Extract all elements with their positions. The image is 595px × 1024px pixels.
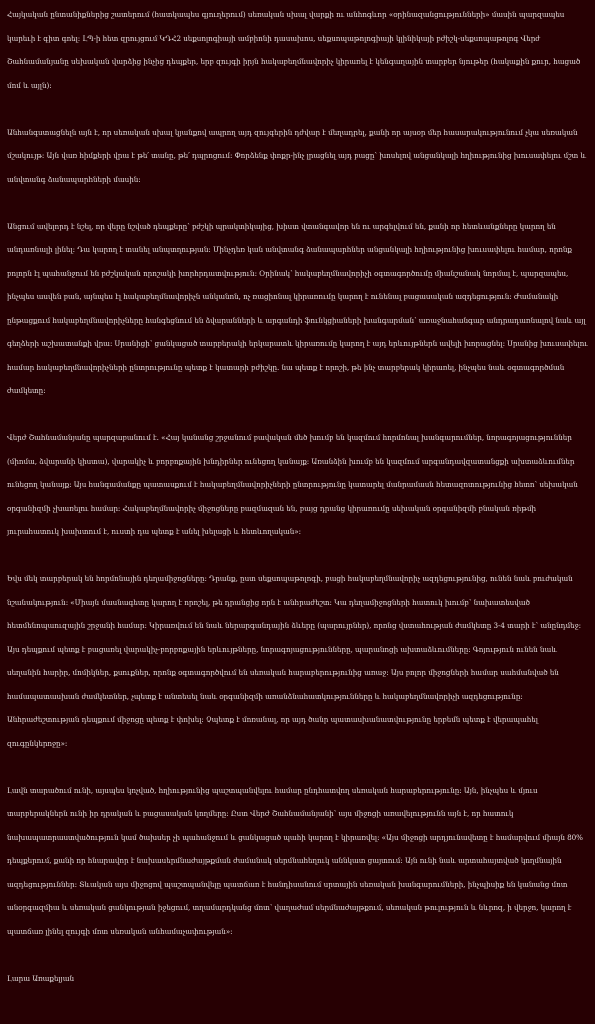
article-paragraph: Վերժ Շահնամանյանը պարզաբանում է. «Հայ կանանց շրջանում բավական մեծ խումբ են կազմում հորմոնալ խանգարումներ, նորագոյացություններ (միոմա, ձվարանի կիստա), վարակիչ և բորբոքային խնդիրներ ունեցող կանայք: Առանձին խումբ են կազմում արգանդավզատանցքի ախտաձևումներ ունեցող կանայք: Այս հանգամանքը պատասքում է հակաբեղմնավորիչների ընտրությունը կատարել մանրամասն հետազոտությունից հետո՝ սեխական օրգանիզմի չխառելու համար: Հակաբեղմնավորիչ միջոցները բազմազան են, բայց դրանց կիրառումը սեխական օրգանիզմի բնական ռիթմի յուրահատուկ խախտում է, ուստի դա պետք է անել խելացի և հետևողական»: bbox=[7, 433, 578, 536]
author-name: Լարա Առաքելյան bbox=[7, 973, 75, 983]
article-paragraph: Անհանգստացնելն այն է, որ սեռական սխալ կյանքով ապրող այդ զույգերին դժվար է մեղադրել, քանի որ այսօր մեր հասարակությունում չկա սեռական մշակույթ: Այն վառ հիմքերի վրա է թե՛ տանը, թե՛ դպրոցում: Փորձենք փոքր-ինչ լրացնել այդ բացը՝ խոսելով անցանկալի հղիությունից խուսափելու մշտ և անվտանգ ձանապարհների մասին: bbox=[7, 127, 586, 184]
article-paragraph: Անցում ավելորդ է նշել, որ վերը նշված դեպքերը՝ բժշկի պրակտիկայից, խիստ վտանգավոր են ու արգելվում են, քանի որ հետևանքները կարող են անդառնալի լինել: Դա կարող է տանել անպտղության: Մինչդեռ կան անվտանգ ձանապարհներ անցանկալի հղիությունից խուսափելու համար, որոնք բոլորն էլ պահանջում են բժշկական որոշակի խորհրդատվություն: Օրինակ՝ հակաբեղմնավորիչի օգտագործումը միանշանակ նորմալ է, պարզապես, ինչպես ասվեն բան, այնպես էլ հակաբեղմնավորիչն անկանոն, ոչ ռացիոնալ կիրառումը կարող է ունենալ բացասական ազդեցություն: Ժամանակի ընթացքում հակաբեղմնավորիչները հանգեցնում են ձվարանների և արգանդի ֆունկցիաների խանգարման՝ առաջնահանգար անդրադառնալով նաև այլ գեղձերի աշխատանքի վրա: Սրանիցի՝ ցանկացած տարբերակի երկարատև կիրառումը կարող է այդ երևույթներն ավելի խորացնել: Սրանից խուսափելու համար հակաբեղմնավորիչների ընտրությունը պետք է կատարի բժիշկը. նա պետք է որոշի, թե ինչ տարբերակ կիրառել, ինչպես նաև օգտագործման ժամկետը: bbox=[7, 221, 588, 395]
article-paragraph: Հայկական ընտանիքներից շատերում (հատկապես գյուղերում) սեռական սխալ վարքի ու անհոգևոր «օրինազանցությունների» մասին պարզապես կարեւի է գիտ գոել: ԼՊ-ի հետ զրույցում ԿԴՀ2 սեքսոլոգիայի ամբիոնի դասախոս, սեքսոպաթոլոգիայի կլինիկայի բժիշկ-սեքսոպաթոլոգ Վերժ Շահնամանյանը սեխական վարձից ինչից դեպքեր, երբ զույգի իրյն հակաբեղմնավորիչ կիրառել է կենգաղային տարբեր նյութեր (հակաքին քուր, հացած մոմ և այլն): bbox=[7, 10, 581, 90]
article-paragraph: Եվս մեկ տարբերակ են հորմոնային դեղամիջոցները: Դրանք, ըստ սեքսոպաթոլոգի, բացի հակաբեղմնավորիչ ազդեցությունից, ունեն նաև բուժական նշանակություն: «Միայն մասնագետը կարող է որոշել, թե դրանցից որն է անհրաժեշտ: Կա դեղամիջոցների հատուկ խումբ՝ նախատեսված հետմենոպաուզային շրջանի համար: Կիրառվում են նաև ներարգանդային ձևերը (պարույրներ), որոնց վստահության ժամկետը 3-4 տարի է՝ անընդմեջ: Այս դեպքում պետք է բացառել վարակիչ-բորբոքային երևույթները, նորագոյացությունները, պարանոցի ախտաձևումները: Գոյություն ունեն նաև սեղանին հարիր, մոմիկներ, քսուքներ, որոնք օգտագործվում են սեռական հարաբերությունից առաջ: Այս բոլոր միջոցների համար սահմանված են համապատասխան ժամկետներ, չպետք է անտեսել նաև օրգանիզմի առանձնահատկությունները և հակաբեղմնավորիչի ազդեցությունը: Անհրաժեշտության դեպքում միջոցը պետք է փոխել: Չպետք է մոռանալ, որ այդ ծանր պատասխանատվությունը երբեմն պետք է վերապահել զուգընկերոջը»: bbox=[7, 574, 582, 748]
article-paragraph: Լավն տարածում ունի, այսպես կոչված, հղիությունից պաշտպանվելու համար ընդհատվող սեռական հարաբերությունը: Այն, ինչպես և մյուս տարբերակներն ունի իր դրական և բացասական կողմերը: Ըստ Վերժ Շահնամանյանի՝ այս միջոցի առավելությունն այն է, որ հատուկ նախապատրաստվածություն կամ ծախսեր չի պահանջում և ցանկացած պահի կարող է կիրառվել: «Այս միջոցի արդյունավետը է համարվում միայն 80% դեպքերում, քանի որ հնարավոր է նախասերմնաժայթքման ժամանակ սերմնահեղուկ աննկատ ցայտում: Այն ունի նաև արտահայտված կողմնային ազդեցություններ: Տևական այս միջոցով պաշտպանվելը պատճառ է հանդիսանում սրտային սեռական խանգարումների, ինչպիսիք են կանանց մոտ անօրգազմիա և սեռական ցանկության իջեցում, տղամարդկանց մոտ՝ վաղաժամ սերմնաժայթքում, սեռական թուլություն և նևրոզ, ի վերջո, կարող է պատճառ լինել զույգի մոտ սեռական անհամաչափության»: bbox=[7, 785, 583, 936]
